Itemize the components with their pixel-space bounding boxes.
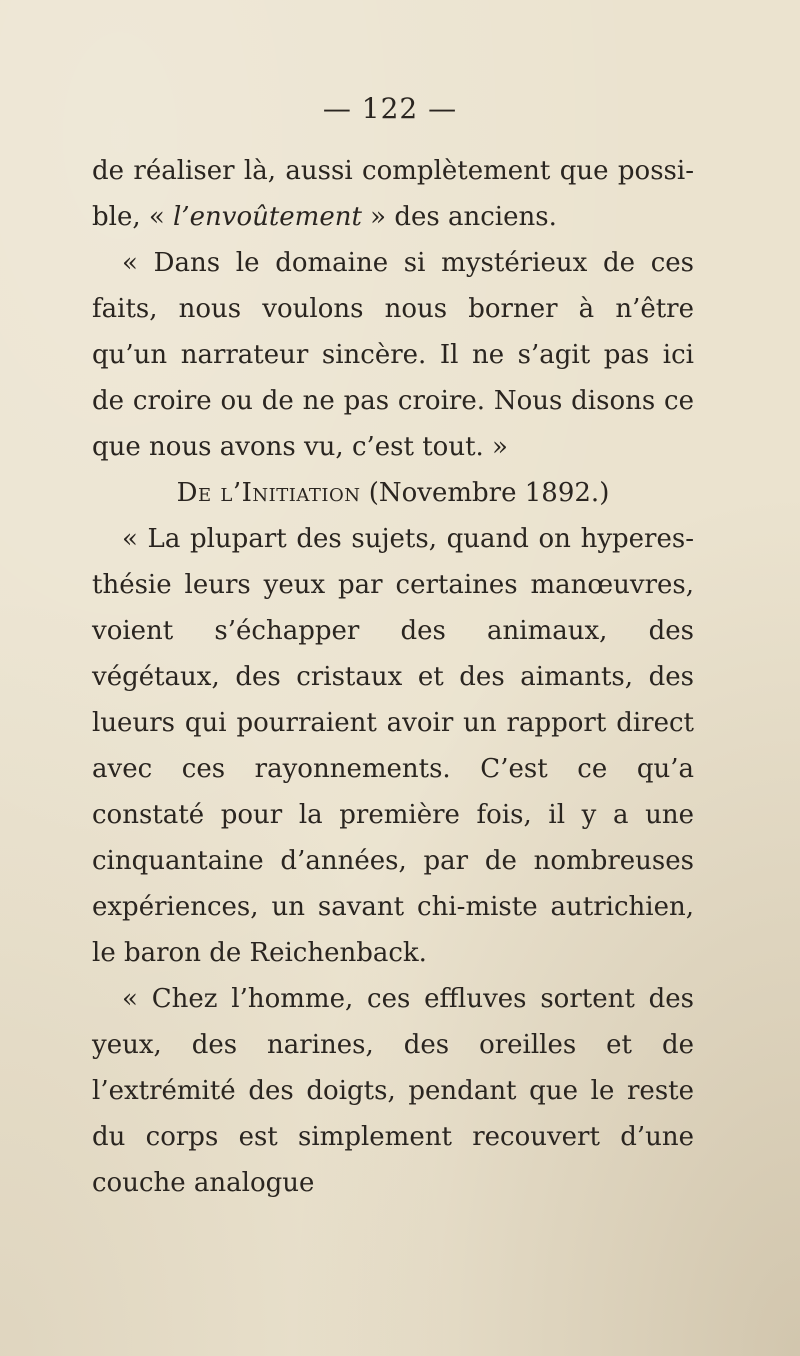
paragraph-domaine: « Dans le domaine si mystérieux de ces faits, nous voulons nous borner à n’être qu’un narrateur sincère. Il ne s’agit pas ici de croire ou de ne pas croire. Nous disons ce que nous avons vu, c’est tout. »	[92, 248, 694, 462]
paragraph-continued-text: de réaliser là, aussi complètement que possi-ble, «	[92, 156, 694, 232]
paragraph-continued	[92, 148, 694, 240]
page-number: — 122 —	[322, 92, 458, 125]
paragraph-effluves: « Chez l’homme, ces effluves sortent des yeux, des narines, des oreilles et de l’extrémité des doigts, pendant que le reste du corps est simplement recouvert d’une couche analogue	[92, 984, 694, 1198]
emphasis-envoutement: l’envoûtement	[173, 202, 362, 232]
body-text	[92, 148, 694, 1206]
paragraph-continued-end: » des anciens.	[361, 202, 557, 232]
heading-date: (Novembre 1892.)	[360, 478, 610, 508]
heading-source: De l’Initiation	[176, 478, 361, 508]
section-heading	[92, 470, 694, 516]
paragraph-sujets: « La plupart des sujets, quand on hyperes-thésie leurs yeux par certaines manœuvres, voient s’échapper des animaux, des végétaux, des cristaux et des aimants, des lueurs qui pourraient avoir un rapport direct avec ces rayonnements. C’est ce qu’a constaté pour la première fois, il y a une cinquantaine d’années, par de nombreuses expériences, un savant chi-miste autrichien, le baron de Reichenback.	[92, 524, 694, 968]
